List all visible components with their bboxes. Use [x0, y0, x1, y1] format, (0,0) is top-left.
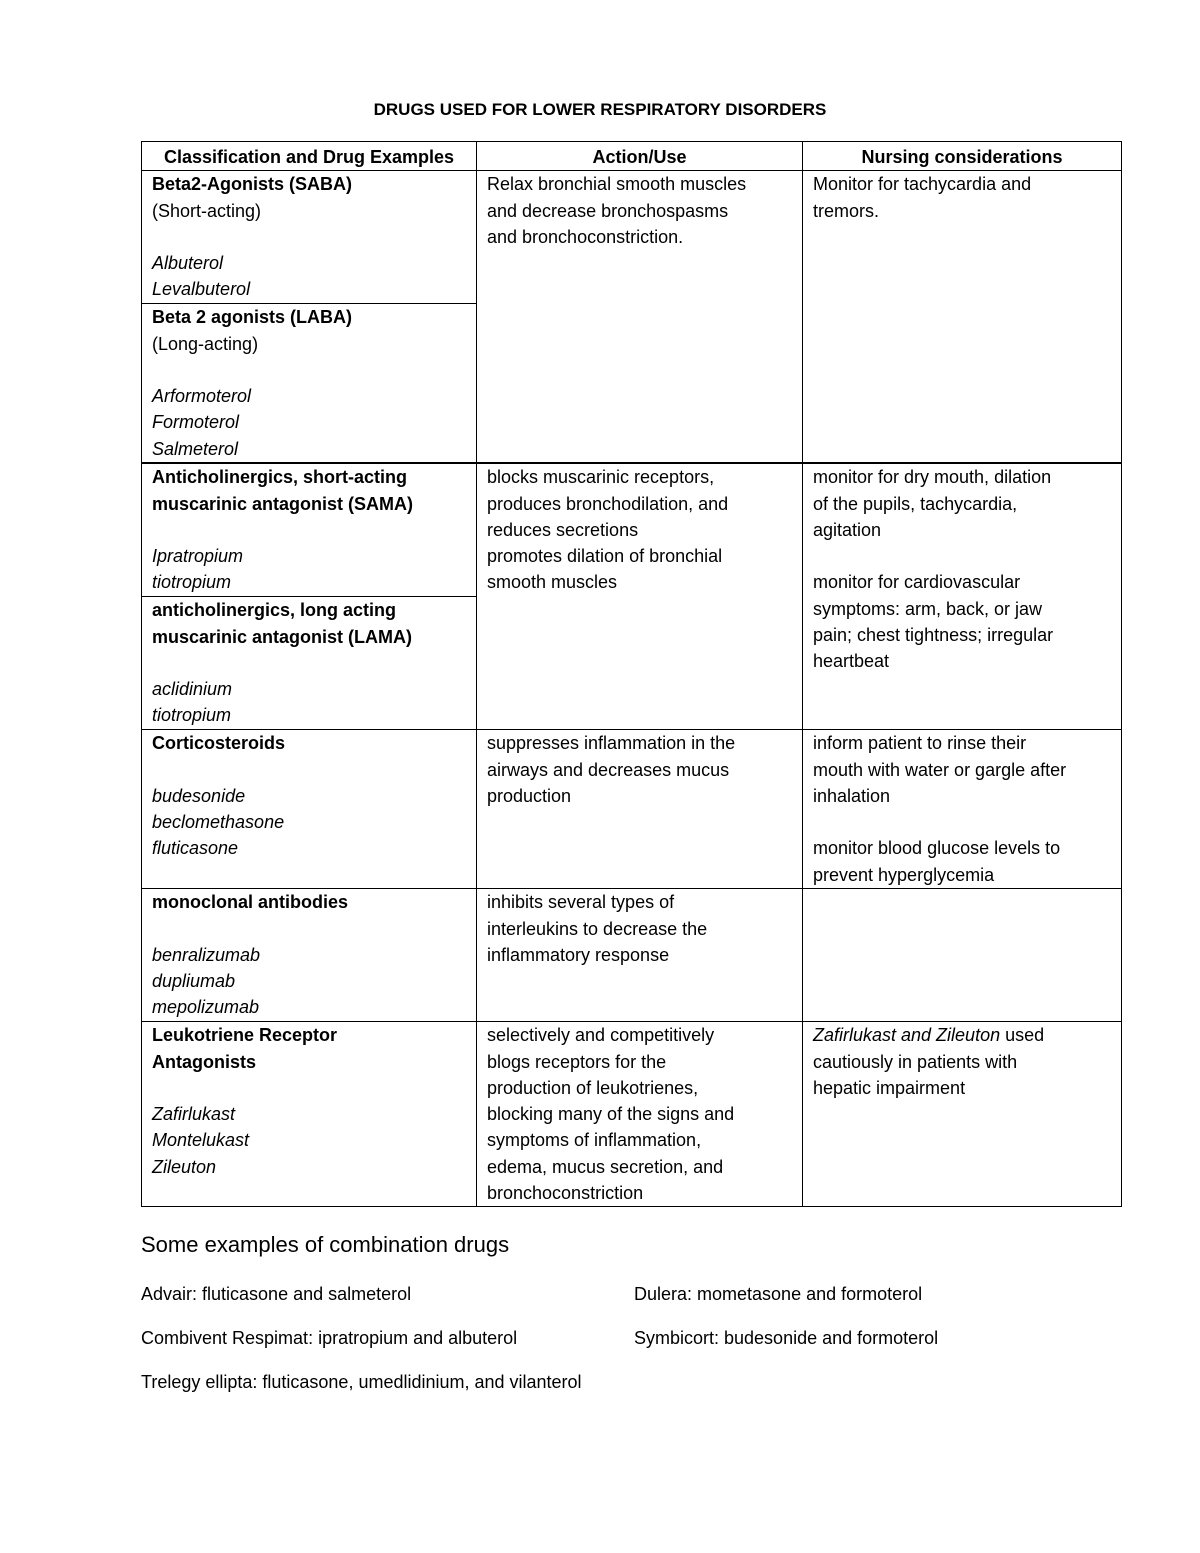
class-name: anticholinergics, long acting [152, 600, 397, 621]
class-cell [142, 597, 477, 730]
action-line: production of leukotrienes, [487, 1077, 699, 1098]
drug-name: Formoterol [152, 412, 240, 433]
table-row [142, 171, 1122, 304]
nursing-cell [803, 730, 1122, 889]
drug-name: Albuterol [152, 253, 224, 274]
table-row [142, 889, 1122, 1022]
action-line: blocking many of the signs and [487, 1104, 735, 1125]
nursing-line: prevent hyperglycemia [813, 864, 995, 885]
action-line: inhibits several types of [487, 892, 675, 913]
drug-name: beclomethasone [152, 812, 285, 833]
action-line: inflammatory response [487, 944, 670, 965]
class-cell [142, 889, 477, 1022]
drug-name: budesonide [152, 785, 246, 806]
drug-name: dupliumab [152, 971, 236, 992]
drug-name: Levalbuterol [152, 279, 251, 300]
class-name: Corticosteroids [152, 733, 286, 754]
drug-name: tiotropium [152, 572, 232, 593]
nursing-text: used [1000, 1025, 1045, 1046]
nursing-line: cautiously in patients with [813, 1051, 1018, 1072]
combination-heading: Some examples of combination drugs [141, 1232, 510, 1257]
class-cell [142, 304, 477, 464]
combination-item: Trelegy ellipta: fluticasone, umedlidinium, and vilanterol [141, 1372, 582, 1392]
nursing-line: inform patient to rinse their [813, 733, 1027, 754]
action-line: and bronchoconstriction. [487, 226, 684, 247]
nursing-line [813, 1022, 1113, 1048]
action-cell [477, 171, 803, 464]
class-cell [142, 463, 477, 597]
action-line: interleukins to decrease the [487, 918, 708, 939]
class-cell [142, 730, 477, 889]
nursing-line: agitation [813, 519, 882, 540]
nursing-line: Monitor for tachycardia and [813, 174, 1032, 195]
combination-item: Symbicort: budesonide and formoterol [634, 1328, 939, 1348]
nursing-line: hepatic impairment [813, 1077, 966, 1098]
nursing-line: monitor for cardiovascular [813, 572, 1021, 593]
drug-table [141, 141, 1122, 1207]
class-cell [142, 171, 477, 304]
table-row [142, 730, 1122, 889]
action-line: reduces secretions [487, 519, 639, 540]
action-line: smooth muscles [487, 572, 618, 593]
combination-item: Advair: fluticasone and salmeterol [141, 1284, 412, 1304]
nursing-line: pain; chest tightness; irregular [813, 625, 1054, 646]
drug-name: aclidinium [152, 679, 233, 700]
class-name: muscarinic antagonist (SAMA) [152, 493, 414, 514]
action-cell [477, 463, 803, 730]
action-line: edema, mucus secretion, and [487, 1156, 724, 1177]
nursing-line: mouth with water or gargle after [813, 759, 1067, 780]
action-line: bronchoconstriction [487, 1183, 644, 1204]
header-classification [142, 142, 477, 171]
table-header-row [142, 142, 1122, 171]
drug-name: mepolizumab [152, 997, 260, 1018]
drug-name: Zafirlukast [152, 1104, 236, 1125]
action-line: blogs receptors for the [487, 1051, 667, 1072]
action-line: promotes dilation of bronchial [487, 546, 723, 567]
header-text: Classification and Drug Examples [163, 147, 455, 167]
drug-name: benralizumab [152, 944, 261, 965]
drug-name: fluticasone [152, 838, 239, 859]
class-name: muscarinic antagonist (LAMA) [152, 626, 413, 647]
class-name: Leukotriene Receptor [152, 1025, 338, 1046]
class-sub: (Short-acting) [152, 200, 262, 221]
class-cell [142, 1022, 477, 1207]
nursing-line: inhalation [813, 785, 891, 806]
class-name: Antagonists [152, 1051, 257, 1072]
page-title: DRUGS USED FOR LOWER RESPIRATORY DISORDERS [373, 100, 827, 119]
nursing-cell [803, 463, 1122, 730]
action-line: and decrease bronchospasms [487, 200, 729, 221]
combination-item: Dulera: mometasone and formoterol [634, 1284, 923, 1304]
combination-item: Combivent Respimat: ipratropium and albuterol [141, 1328, 518, 1348]
nursing-line: tremors. [813, 200, 880, 221]
header-nursing: Nursing considerations [803, 142, 1122, 171]
table-row [142, 463, 1122, 597]
action-line: production [487, 785, 572, 806]
nursing-line: of the pupils, tachycardia, [813, 493, 1018, 514]
class-name: monoclonal antibodies [152, 892, 349, 913]
nursing-line: monitor for dry mouth, dilation [813, 467, 1052, 488]
nursing-line: symptoms: arm, back, or jaw [813, 598, 1043, 619]
action-line: airways and decreases mucus [487, 759, 730, 780]
action-cell [477, 889, 803, 1022]
nursing-drug-names: Zafirlukast and Zileuton [813, 1025, 1001, 1046]
action-line: suppresses inflammation in the [487, 733, 736, 754]
drug-name: tiotropium [152, 705, 232, 726]
action-line: symptoms of inflammation, [487, 1130, 702, 1151]
nursing-cell [803, 889, 1122, 1022]
nursing-line: heartbeat [813, 651, 890, 672]
action-cell [477, 1022, 803, 1207]
action-line: produces bronchodilation, and [487, 493, 729, 514]
nursing-cell [803, 171, 1122, 464]
action-cell [477, 730, 803, 889]
drug-name: Ipratropium [152, 546, 244, 567]
class-sub: (Long-acting) [152, 333, 259, 354]
action-line: blocks muscarinic receptors, [487, 467, 715, 488]
table-row [142, 1022, 1122, 1207]
action-line: selectively and competitively [487, 1025, 715, 1046]
nursing-cell [803, 1022, 1122, 1207]
drug-name: Montelukast [152, 1130, 250, 1151]
drug-name: Arformoterol [152, 386, 252, 407]
drug-name: Zileuton [152, 1156, 217, 1177]
class-name: Beta 2 agonists (LABA) [152, 307, 353, 328]
drug-name: Salmeterol [152, 438, 239, 459]
header-action: Action/Use [477, 142, 803, 171]
class-name: Anticholinergics, short-acting [152, 467, 408, 488]
class-name: Beta2-Agonists (SABA) [152, 174, 353, 195]
action-line: Relax bronchial smooth muscles [487, 174, 747, 195]
nursing-line: monitor blood glucose levels to [813, 838, 1061, 859]
